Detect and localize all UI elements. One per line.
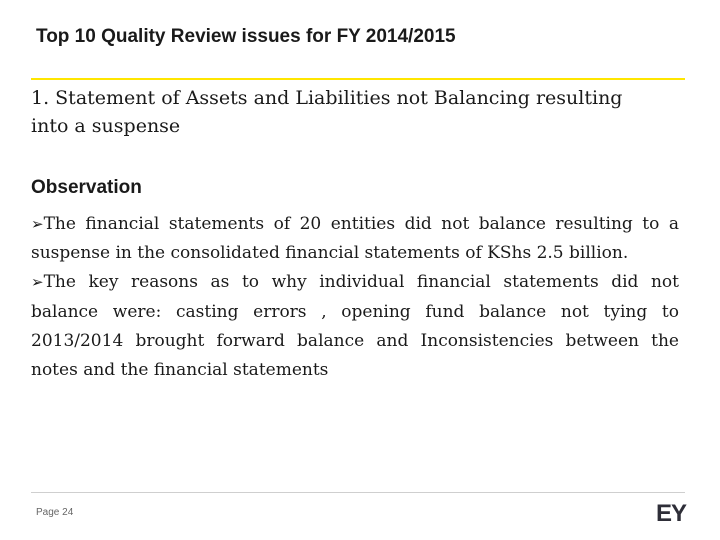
title-divider [31,78,685,80]
slide-title: Top 10 Quality Review issues for FY 2014/2015 [36,26,456,47]
observation-label: Observation [31,177,142,198]
footer-divider [31,492,685,493]
issue-heading: 1. Statement of Assets and Liabilities not Balancing resulting into a suspense [31,87,623,137]
arrow-bullet-icon: ➢ [31,273,44,292]
page-number: Page 24 [36,507,74,518]
observation-bullet [31,268,679,385]
ey-logo: EY [656,500,687,527]
bullet-text: The financial statements of 20 entities did not balance resulting to a suspense in the consolidated financial statements of KShs 2.5 billion. [31,214,679,264]
bullet-text: The key reasons as to why individual financial statements did not balance were: casting errors , opening fund balance not tying to 2013/2014 brought forward balance and Inconsistencies between the notes and the financial statements [31,272,679,381]
observation-bullet [31,210,679,268]
observation-body [31,210,679,385]
arrow-bullet-icon: ➢ [31,215,44,233]
